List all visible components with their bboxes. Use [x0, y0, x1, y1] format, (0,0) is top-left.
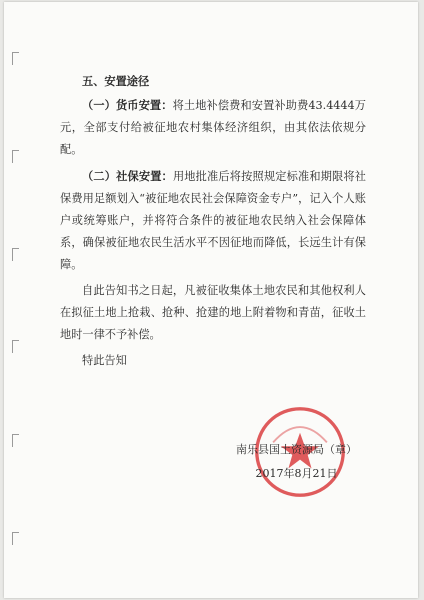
issuing-organization: 南乐县国土资源局（章） [236, 443, 357, 456]
binder-mark [12, 532, 19, 545]
item-label: （一）货币安置： [82, 98, 173, 112]
binder-mark [12, 434, 19, 447]
document-body [60, 70, 366, 372]
item-cash-resettlement [60, 94, 366, 161]
issue-date: 2017年8月21日 [255, 467, 338, 480]
section-heading: 五、安置途径 [82, 74, 150, 88]
binder-mark [12, 340, 19, 353]
item-text: 将土地补偿费和安置补助费43.4444万元，全部支付给被征地农村集体经济组织，由其依法依规分配。 [60, 99, 366, 156]
notice-paragraph: 自此告知书之日起，凡被征收集体土地农民和其他权利人在拟征土地上抢栽、抢种、抢建的地上附着物和青苗，征收土地时一律不予补偿。 [60, 284, 366, 341]
item-social-security-resettlement [60, 165, 366, 276]
document-page [4, 2, 418, 598]
signature-block [236, 438, 357, 486]
item-text: 用地批准后将按照规定标准和期限将社保费用足额划入“被征地农民社会保障资金专户”，记入个人账户或统筹账户，并将符合条件的被征地农民纳入社会保障体系，确保被征地农民生活水平不因征地而降低，长远生计有保障。 [60, 170, 366, 271]
binder-mark [12, 52, 19, 65]
binder-mark [12, 248, 19, 261]
binder-mark [12, 150, 19, 163]
item-label: （二）社保安置： [82, 169, 173, 183]
closing-line: 特此告知 [82, 354, 127, 367]
